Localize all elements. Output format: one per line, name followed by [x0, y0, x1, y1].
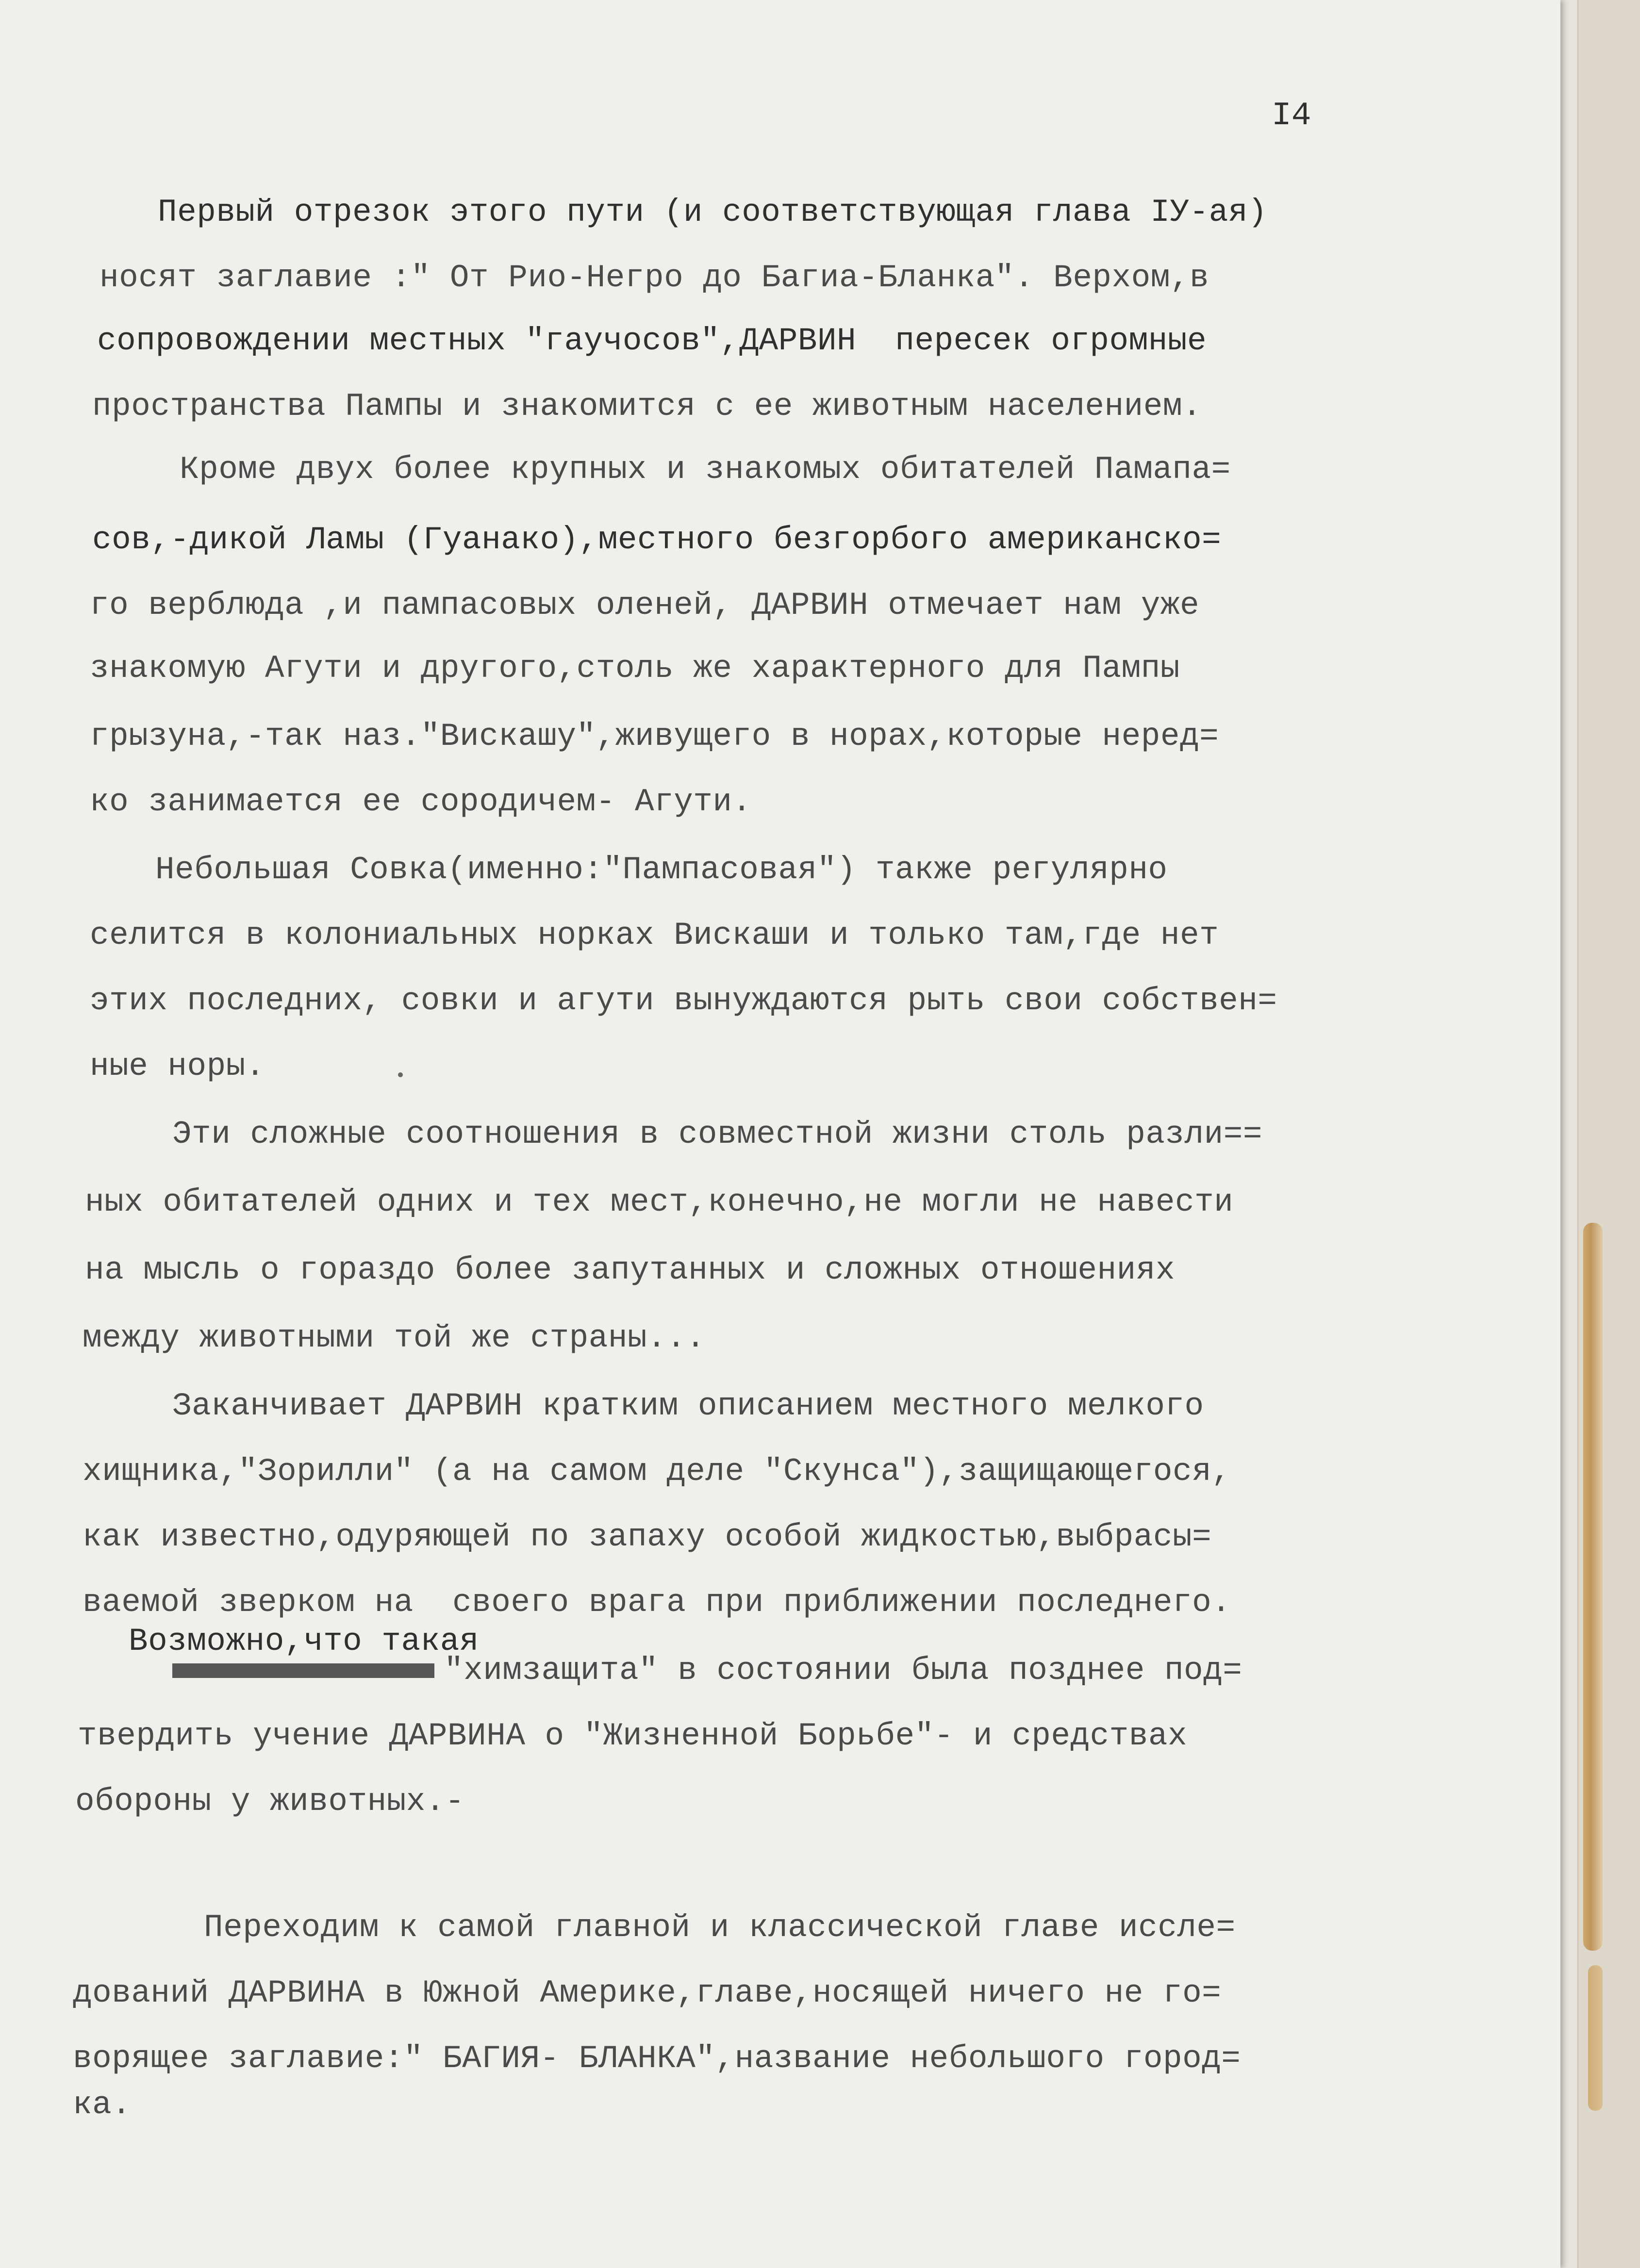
- text-line: на мысль о гораздо более запутанных и сложных отношениях: [85, 1252, 1175, 1288]
- struck-out-text: [172, 1663, 434, 1678]
- text-line: сопровождении местных "гаучосов",ДАРВИН пересек огромные: [97, 323, 1207, 359]
- text-line: ко занимается ее сородичем- Агути.: [90, 784, 752, 820]
- text-line: знакомую Агути и другого,столь же характерного для Пампы: [90, 650, 1180, 687]
- text-line: сов,-дикой Ламы (Гуанако),местного безгорбого американско=: [92, 522, 1222, 558]
- handwritten-insertion: Возможно,что такая: [129, 1623, 479, 1660]
- text-line: Заканчивает ДАРВИН кратким описанием местного мелкого: [172, 1388, 1204, 1424]
- text-line: ных обитателей одних и тех мест,конечно,не могли не навести: [85, 1184, 1234, 1220]
- text-line: этих последних, совки и агути вынуждаются рыть свои собствен=: [90, 983, 1277, 1019]
- text-line: Переходим к самой главной и классической главе иссле=: [204, 1909, 1236, 1946]
- text-line: "химзащита" в состоянии была позднее под=: [444, 1652, 1242, 1689]
- paper-stain: [1583, 1223, 1603, 1951]
- text-line: твердить учение ДАРВИНА о "Жизненной Борьбе"- и средствах: [78, 1718, 1188, 1754]
- text-line: го верблюда ,и пампасовых оленей, ДАРВИН отмечает нам уже: [90, 587, 1200, 624]
- text-line-with-strikeout: [172, 1652, 1242, 1689]
- text-line: Эти сложные соотношения в совместной жизни столь разли==: [172, 1116, 1262, 1152]
- paper-speck: [398, 1072, 403, 1077]
- text-line: хищника,"Зорилли" (а на самом деле "Скунса"),защищающегося,: [83, 1453, 1231, 1490]
- text-line: Небольшая Совка(именно:"Пампасовая") также регулярно: [155, 852, 1168, 888]
- text-line: обороны у животных.-: [75, 1783, 465, 1820]
- text-line: ка.: [73, 2087, 132, 2123]
- text-line: ворящее заглавие:" БАГИЯ- БЛАНКА",название небольшого город=: [73, 2040, 1241, 2077]
- text-line: пространства Пампы и знакомится с ее животным населением.: [92, 388, 1202, 425]
- page-number: I4: [1272, 97, 1311, 134]
- text-line: носят заглавие :" От Рио-Негро до Багиа-Бланка". Верхом,в: [99, 260, 1209, 296]
- text-line: между животными той же страны...: [83, 1320, 706, 1356]
- text-line: селится в колониальных норках Вискаши и только там,где нет: [90, 917, 1219, 953]
- text-line: дований ДАРВИНА в Южной Америке,главе,носящей ничего не го=: [73, 1975, 1222, 2011]
- paper-stain-lower: [1588, 1965, 1603, 2111]
- text-line: ные норы.: [90, 1048, 265, 1085]
- text-line: Кроме двух более крупных и знакомых обитателей Памапа=: [180, 451, 1231, 488]
- text-line: Первый отрезок этого пути (и соответствующая глава IУ-ая): [158, 194, 1268, 230]
- text-line: ваемой зверком на своего врага при приближении последнего.: [83, 1584, 1231, 1621]
- text-line: как известно,одуряющей по запаху особой жидкостью,выбрасы=: [83, 1519, 1212, 1555]
- text-line: грызуна,-так наз."Вискашу",живущего в норах,которые неред=: [90, 718, 1219, 755]
